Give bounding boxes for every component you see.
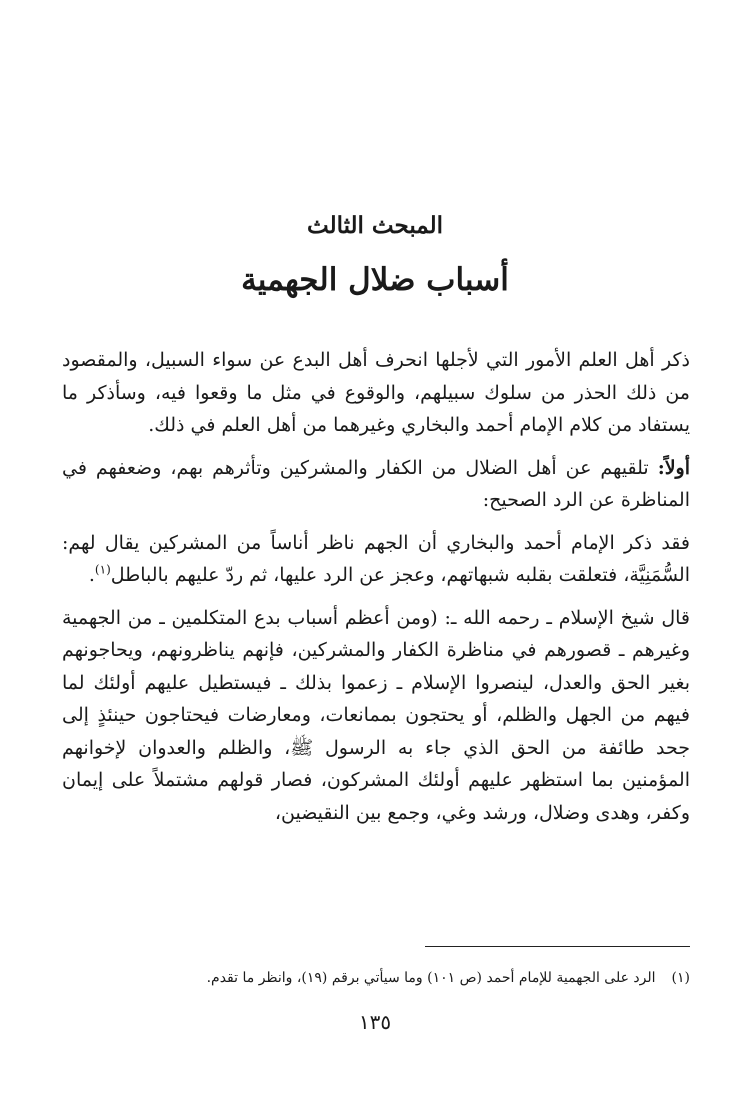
- paragraph-intro: [62, 344, 690, 442]
- paragraph-text: تلقيهم عن أهل الضلال من الكفار والمشركين وتأثرهم بهم، وضعفهم في المناظرة عن الرد الصحيح:: [62, 456, 690, 511]
- paragraph-ibn-taymiyyah-quote: [62, 602, 690, 830]
- chapter-title: أسباب ضلال الجهمية: [241, 262, 509, 298]
- footnote-text: الرد على الجهمية للإمام أحمد (ص ١٠١) وما سيأتي برقم (١٩)، وانظر ما تقدم.: [206, 970, 656, 986]
- footnote: [62, 968, 690, 988]
- footnote-reference[interactable]: (١): [94, 562, 111, 577]
- paragraph-text: ذكر أهل العلم الأمور التي لأجلها انحرف أهل البدع عن سواء السبيل، والمقصود من ذلك الحذر من سلوك سبيلهم، والوقوع في مثل ما وقعوا فيه، وسأذكر ما يستفاد من كلام الإمام أحمد والبخاري وغيرهما من أهل العلم في ذلك.: [62, 349, 690, 436]
- footnote-separator: [425, 946, 690, 947]
- paragraph-jahm-debate: [62, 527, 690, 592]
- paragraph-lead: أولاً:: [657, 456, 690, 479]
- paragraph-first-cause: [62, 452, 690, 517]
- body-text: [62, 344, 690, 839]
- paragraph-text: قال شيخ الإسلام ـ رحمه الله ـ: (ومن أعظم أسباب بدع المتكلمين ـ من الجهمية وغيرهم ـ قصورهم في مناظرة الكفار والمشركين، فإنهم يناظرونهم، ويحاجونهم بغير الحق والعدل، لينصروا الإسلام ـ زعموا بذلك ـ فيستطيل عليهم أولئك لما فيهم من الجهل والظلم، أو يحتجون بممانعات، ومعارضات فيحتاجون حينئذٍ إلى جحد طائفة من الحق الذي جاء به الرسول ﷺ، والظلم والعدوان لإخوانهم المؤمنين بما استظهر عليهم أولئك المشركون، فصار قولهم مشتملاً على إيمان وكفر، وهدى وضلال، ورشد وغي، وجمع بين النقيضين،: [62, 606, 690, 824]
- paragraph-text: فقد ذكر الإمام أحمد والبخاري أن الجهم ناظر أناساً من المشركين يقال لهم: السُّمَنِيَّة، فتعلقت بقلبه شبهاتهم، وعجز عن الرد عليها، ثم ردّ عليهم بالباطل: [62, 531, 690, 586]
- page-number: ١٣٥: [358, 1010, 392, 1034]
- section-label: المبحث الثالث: [306, 212, 443, 239]
- footnote-number: (١): [671, 970, 690, 986]
- paragraph-tail: .: [88, 564, 95, 586]
